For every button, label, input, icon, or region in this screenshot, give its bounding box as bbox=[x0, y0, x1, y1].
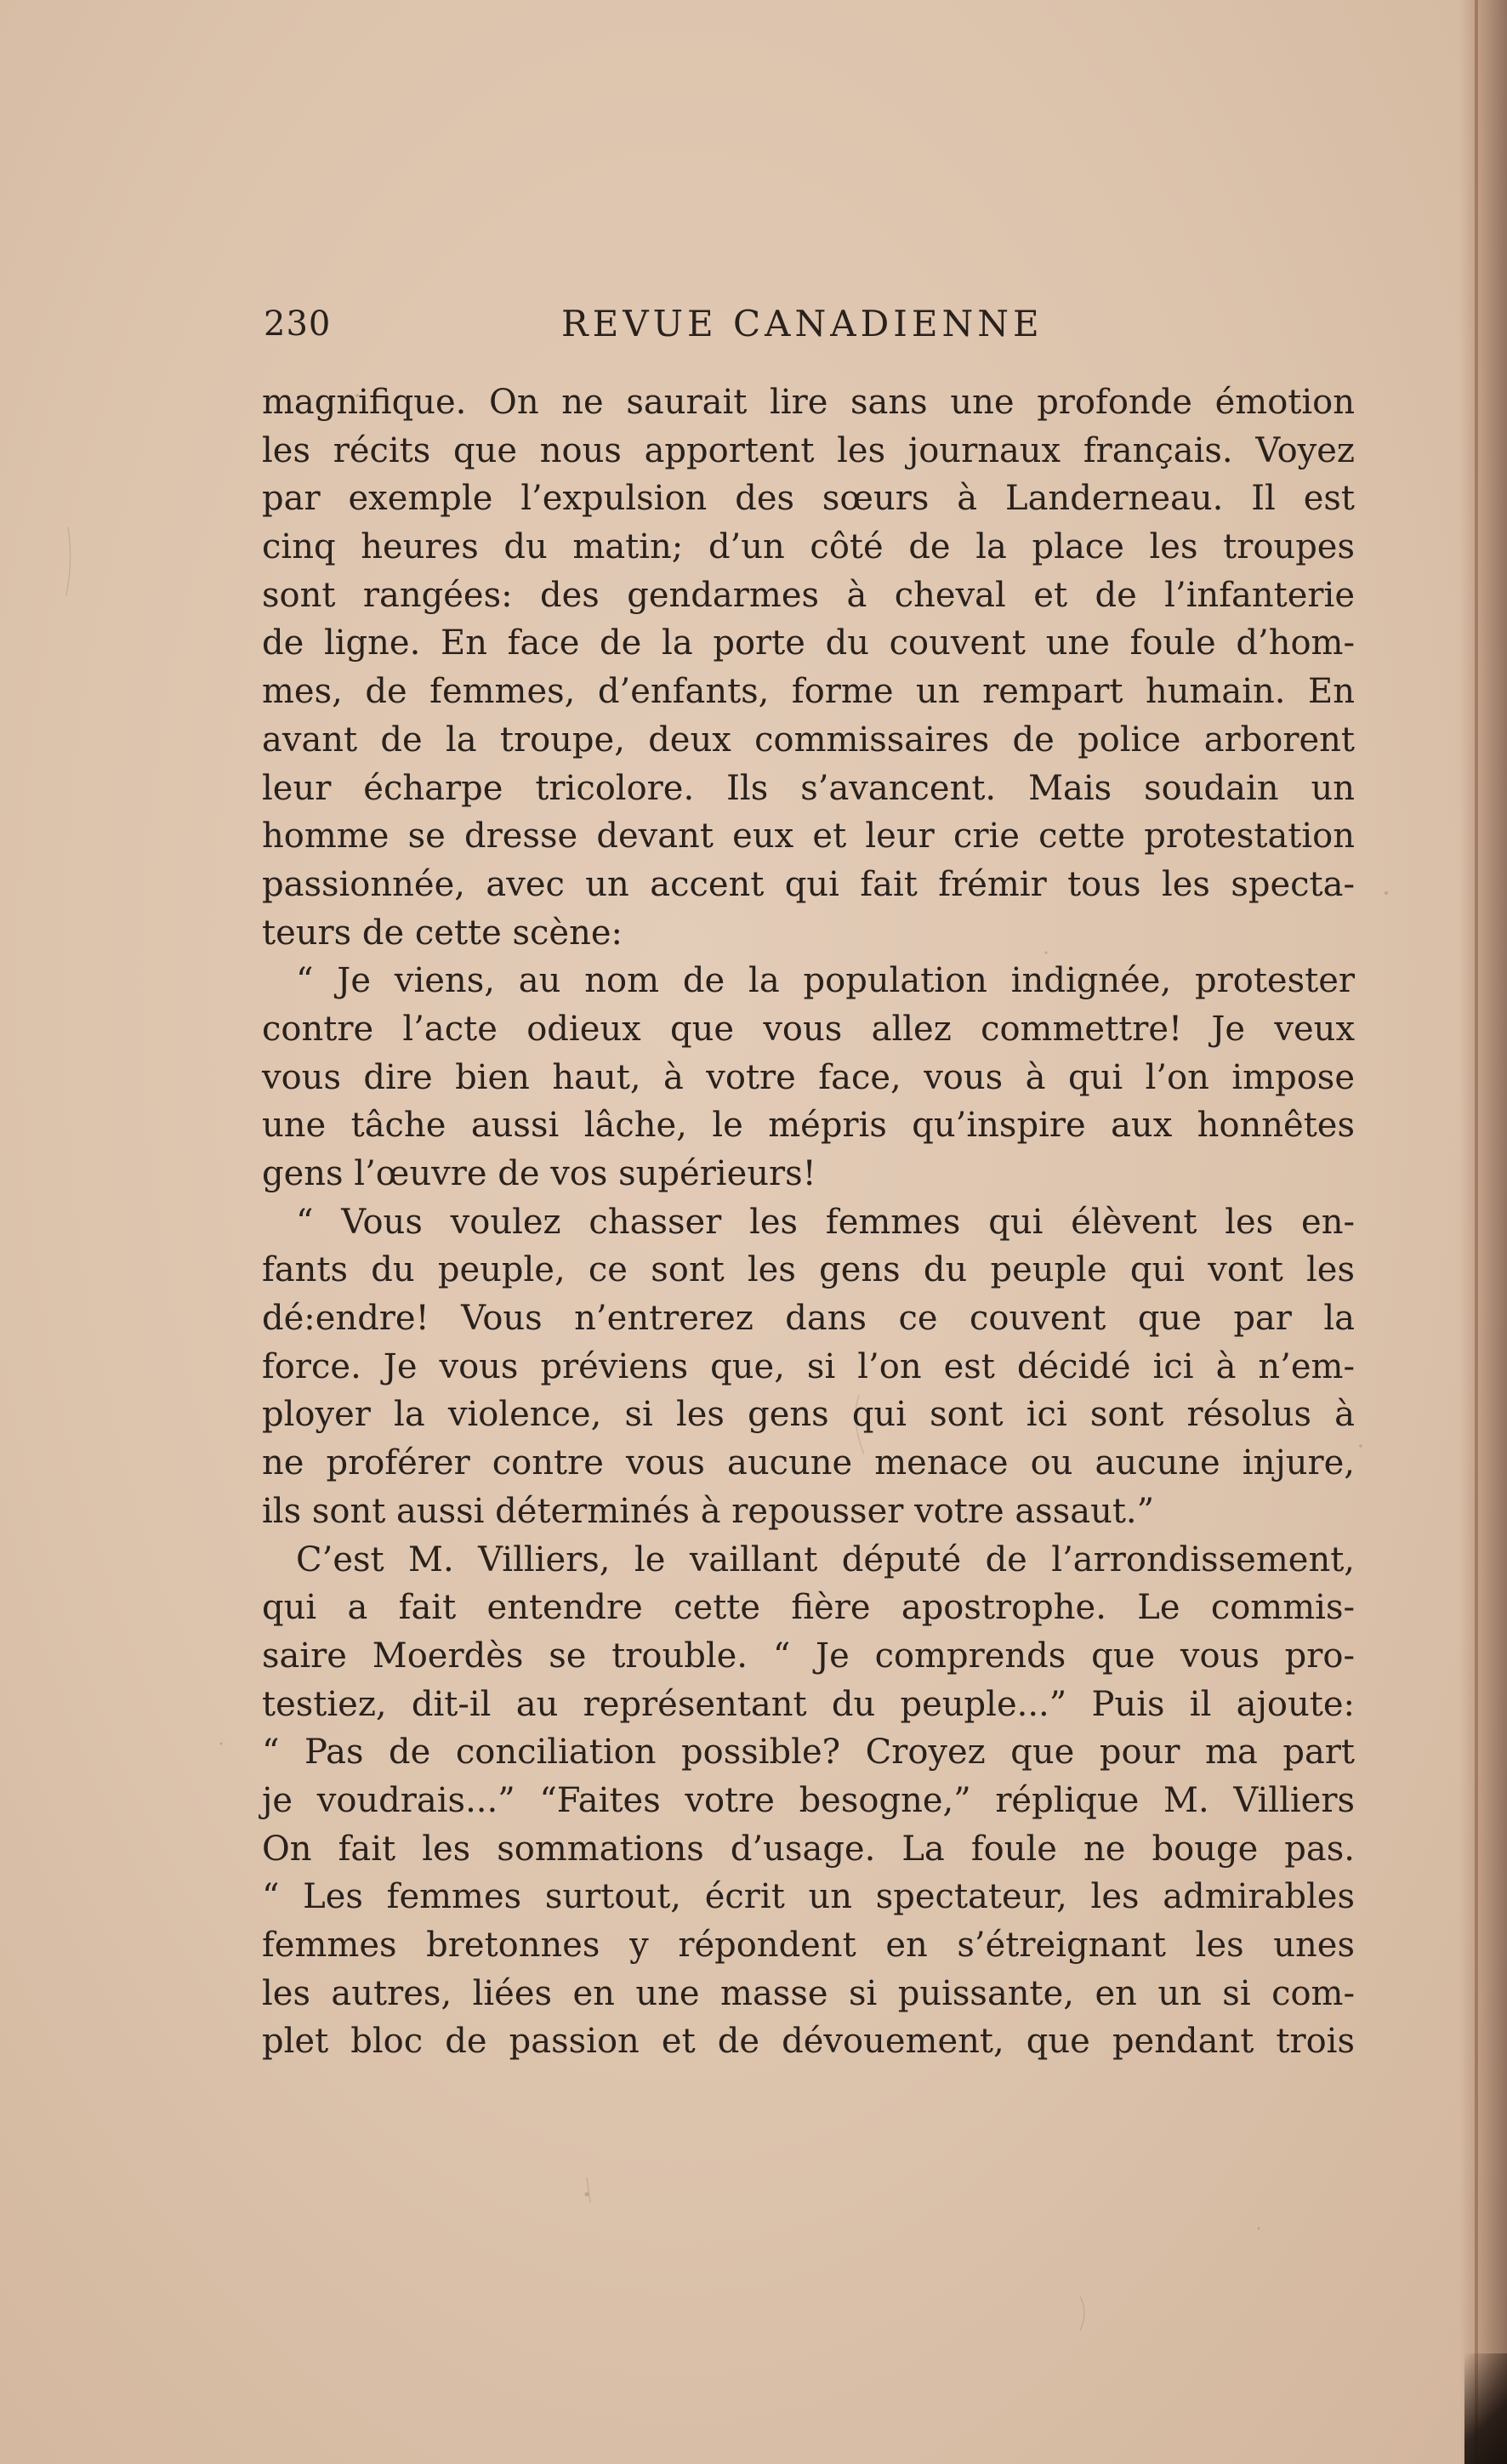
text-line: “ Je viens, au nom de la population indignée, protester bbox=[296, 961, 1355, 1001]
page-edge-shadow bbox=[1459, 0, 1507, 2464]
running-title: REVUE CANADIENNE bbox=[561, 303, 1044, 344]
text-line: ils sont aussi déterminés à repousser votre assaut.” bbox=[262, 1491, 1155, 1531]
text-line: “ Pas de conciliation possible? Croyez que pour ma part bbox=[262, 1733, 1355, 1773]
text-line: testiez, dit-il au représentant du peuple...” Puis il ajoute: bbox=[262, 1684, 1355, 1724]
text-line: femmes bretonnes y répondent en s’étreignant les unes bbox=[262, 1926, 1355, 1965]
text-line: “ Vous voulez chasser les femmes qui élèvent les en- bbox=[296, 1202, 1355, 1242]
text-line: par exemple l’expulsion des sœurs à Landerneau. Il est bbox=[262, 479, 1355, 519]
text-line: homme se dresse devant eux et leur crie cette protestation bbox=[262, 817, 1355, 856]
text-line: leur écharpe tricolore. Ils s’avancent. Mais soudain un bbox=[262, 768, 1355, 808]
text-line: je voudrais...” “Faites votre besogne,” réplique M. Villiers bbox=[262, 1780, 1355, 1820]
text-line: mes, de femmes, d’enfants, forme un rempart humain. En bbox=[262, 672, 1355, 712]
text-line: qui a fait entendre cette fière apostrophe. Le commis- bbox=[262, 1588, 1355, 1628]
text-line: magnifique. On ne saurait lire sans une profonde émotion bbox=[262, 383, 1355, 422]
text-line: C’est M. Villiers, le vaillant député de l’arrondissement, bbox=[296, 1539, 1355, 1579]
text-line: passionnée, avec un accent qui fait frémir tous les specta- bbox=[262, 864, 1355, 904]
text-line: vous dire bien haut, à votre face, vous à qui l’on impose bbox=[262, 1057, 1355, 1097]
text-line: de ligne. En face de la porte du couvent une foule d’hom- bbox=[262, 623, 1355, 663]
text-line: saire Moerdès se trouble. “ Je comprends que vous pro- bbox=[262, 1636, 1355, 1676]
text-line: fants du peuple, ce sont les gens du peuple qui vont les bbox=[262, 1250, 1355, 1290]
text-line: les autres, liées en une masse si puissante, en un si com- bbox=[262, 1973, 1355, 2013]
text-line: “ Les femmes surtout, écrit un spectateur, les admirables bbox=[262, 1877, 1355, 1917]
text-line: ployer la violence, si les gens qui sont ici sont résolus à bbox=[262, 1395, 1355, 1435]
text-line: force. Je vous préviens que, si l’on est décidé ici à n’em- bbox=[262, 1346, 1355, 1386]
text-line: On fait les sommations d’usage. La foule ne bouge pas. bbox=[262, 1829, 1355, 1869]
page-edge-line bbox=[1475, 0, 1478, 2464]
text-line: cinq heures du matin; d’un côté de la place les troupes bbox=[262, 527, 1355, 567]
text-line: gens l’œuvre de vos supérieurs! bbox=[262, 1154, 816, 1193]
text-line: plet bloc de passion et de dévouement, que pendant trois bbox=[262, 2022, 1355, 2062]
text-line: avant de la troupe, deux commissaires de police arborent bbox=[262, 720, 1355, 760]
text-line: ne proférer contre vous aucune menace ou aucune injure, bbox=[262, 1443, 1355, 1483]
text-line: une tâche aussi lâche, le mépris qu’inspire aux honnêtes bbox=[262, 1106, 1355, 1146]
corner-shadow bbox=[1464, 2353, 1507, 2464]
page-number: 230 bbox=[264, 304, 332, 344]
body-text bbox=[262, 378, 1355, 2066]
text-line: dé:endre! Vous n’entrerez dans ce couvent que par la bbox=[262, 1299, 1355, 1339]
page-header bbox=[264, 298, 1352, 349]
text-line: les récits que nous apportent les journaux français. Voyez bbox=[262, 430, 1355, 470]
text-line: contre l’acte odieux que vous allez commettre! Je veux bbox=[262, 1009, 1355, 1049]
text-line: sont rangées: des gendarmes à cheval et de l’infanterie bbox=[262, 575, 1355, 615]
text-line: teurs de cette scène: bbox=[262, 913, 623, 953]
